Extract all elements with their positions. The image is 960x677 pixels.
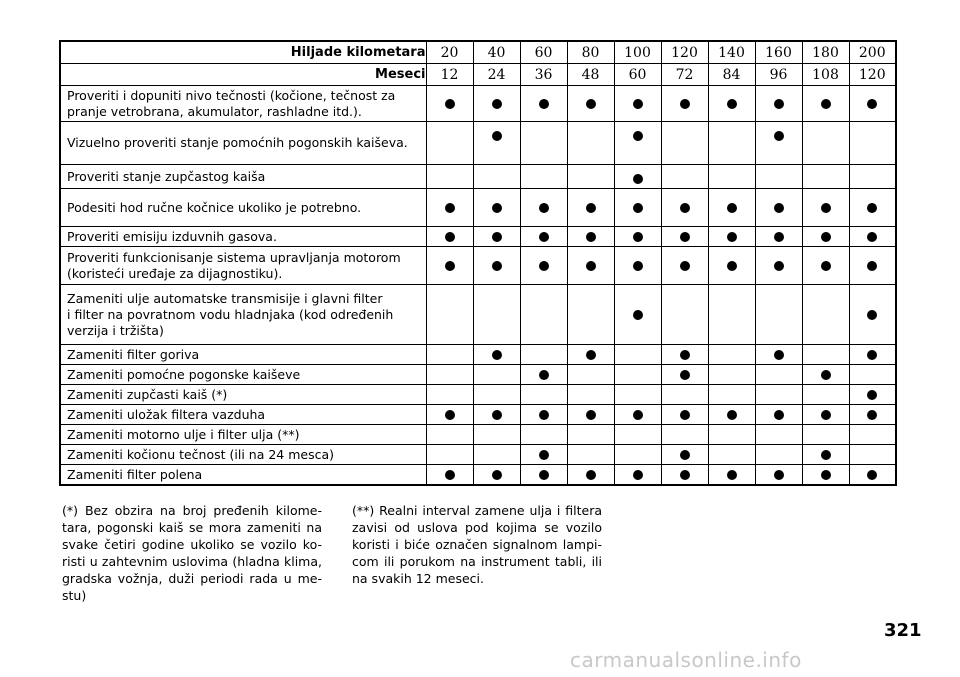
scheduled-dot-icon <box>821 99 831 109</box>
scheduled-dot-icon <box>867 310 877 320</box>
scheduled-dot-icon <box>680 410 690 420</box>
scheduled-dot-icon <box>821 261 831 271</box>
schedule-cell <box>567 165 614 189</box>
schedule-cell <box>520 86 567 122</box>
schedule-row <box>60 189 896 227</box>
scheduled-dot-icon <box>774 470 784 480</box>
month-interval-8: 108 <box>802 64 849 86</box>
schedule-cell <box>708 122 755 165</box>
scheduled-dot-icon <box>680 232 690 242</box>
schedule-cell <box>614 405 661 425</box>
schedule-cell <box>849 345 896 365</box>
schedule-cell <box>426 365 473 385</box>
schedule-cell <box>802 165 849 189</box>
scheduled-dot-icon <box>586 350 596 360</box>
scheduled-dot-icon <box>680 370 690 380</box>
schedule-cell <box>755 189 802 227</box>
schedule-row <box>60 445 896 465</box>
schedule-cell <box>426 465 473 486</box>
task-description-line: pranje vetrobrana, akumulator, rashladne itd.). <box>67 103 362 119</box>
footnote-double-asterisk: (**) Realni interval zamene ulja i filtera zavisi od uslova pod kojima se vozilo koristi i biće označen signalnom lampi-com ili porukom na instrument tabli, ili na svakih 12 meseci. <box>352 503 602 586</box>
schedule-cell <box>802 122 849 165</box>
months-label: Meseci <box>60 64 426 86</box>
task-description-line: Zameniti filter polena <box>67 466 203 482</box>
task-description <box>60 445 426 465</box>
schedule-cell <box>802 445 849 465</box>
task-description <box>60 385 426 405</box>
scheduled-dot-icon <box>774 203 784 213</box>
scheduled-dot-icon <box>492 261 502 271</box>
task-description-line: Vizuelno proveriti stanje pomoćnih pogonskih kaiševa. <box>67 135 408 150</box>
month-interval-9: 120 <box>849 64 896 86</box>
scheduled-dot-icon <box>492 232 502 242</box>
scheduled-dot-icon <box>539 410 549 420</box>
km-interval-8: 180 <box>802 41 849 64</box>
schedule-cell <box>708 165 755 189</box>
schedule-cell <box>614 122 661 165</box>
schedule-cell <box>802 385 849 405</box>
scheduled-dot-icon <box>539 203 549 213</box>
schedule-cell <box>426 425 473 445</box>
schedule-cell <box>661 122 708 165</box>
schedule-cell <box>567 189 614 227</box>
km-interval-5: 120 <box>661 41 708 64</box>
schedule-cell <box>661 425 708 445</box>
schedule-cell <box>849 285 896 345</box>
schedule-cell <box>708 285 755 345</box>
task-description <box>60 86 426 122</box>
schedule-cell <box>426 189 473 227</box>
scheduled-dot-icon <box>774 131 784 141</box>
month-interval-6: 84 <box>708 64 755 86</box>
schedule-row <box>60 425 896 445</box>
task-description-line: i filter na povratnom vodu hladnjaka (kod određenih <box>67 306 394 322</box>
scheduled-dot-icon <box>633 410 643 420</box>
schedule-cell <box>755 365 802 385</box>
km-interval-9: 200 <box>849 41 896 64</box>
header-row-months <box>60 64 896 86</box>
schedule-cell <box>614 285 661 345</box>
schedule-cell <box>473 86 520 122</box>
schedule-row <box>60 122 896 165</box>
scheduled-dot-icon <box>539 261 549 271</box>
task-description-line: Podesiti hod ručne kočnice ukoliko je potrebno. <box>67 199 362 215</box>
schedule-cell <box>614 165 661 189</box>
schedule-cell <box>567 445 614 465</box>
schedule-cell <box>708 365 755 385</box>
schedule-cell <box>567 405 614 425</box>
schedule-row <box>60 345 896 365</box>
month-interval-7: 96 <box>755 64 802 86</box>
schedule-cell <box>520 227 567 247</box>
schedule-row <box>60 385 896 405</box>
schedule-cell <box>473 445 520 465</box>
schedule-cell <box>755 165 802 189</box>
schedule-cell <box>426 86 473 122</box>
schedule-cell <box>473 165 520 189</box>
schedule-cell <box>567 285 614 345</box>
schedule-cell <box>802 365 849 385</box>
schedule-cell <box>520 405 567 425</box>
schedule-cell <box>849 189 896 227</box>
schedule-cell <box>849 445 896 465</box>
schedule-cell <box>426 247 473 285</box>
schedule-cell <box>567 227 614 247</box>
task-description-line: Zameniti ulje automatske transmisije i glavni filter <box>67 290 383 306</box>
schedule-cell <box>473 405 520 425</box>
schedule-row <box>60 465 896 486</box>
schedule-cell <box>614 465 661 486</box>
schedule-cell <box>520 165 567 189</box>
schedule-cell <box>614 247 661 285</box>
schedule-cell <box>520 465 567 486</box>
task-description-line: Zameniti uložak filtera vazduha <box>67 406 266 422</box>
scheduled-dot-icon <box>774 350 784 360</box>
schedule-cell <box>567 86 614 122</box>
scheduled-dot-icon <box>492 470 502 480</box>
task-description <box>60 227 426 247</box>
schedule-cell <box>520 285 567 345</box>
schedule-cell <box>755 227 802 247</box>
schedule-cell <box>567 122 614 165</box>
schedule-cell <box>849 227 896 247</box>
schedule-cell <box>567 385 614 405</box>
schedule-row <box>60 227 896 247</box>
schedule-cell <box>473 425 520 445</box>
task-description <box>60 189 426 227</box>
task-description <box>60 247 426 285</box>
schedule-cell <box>708 86 755 122</box>
scheduled-dot-icon <box>821 450 831 460</box>
schedule-cell <box>755 445 802 465</box>
schedule-cell <box>473 465 520 486</box>
schedule-cell <box>802 86 849 122</box>
schedule-cell <box>614 445 661 465</box>
schedule-cell <box>520 445 567 465</box>
schedule-cell <box>661 247 708 285</box>
schedule-row <box>60 165 896 189</box>
schedule-cell <box>708 465 755 486</box>
schedule-cell <box>473 189 520 227</box>
schedule-cell <box>802 425 849 445</box>
scheduled-dot-icon <box>680 450 690 460</box>
schedule-cell <box>614 227 661 247</box>
schedule-cell <box>614 425 661 445</box>
schedule-cell <box>567 247 614 285</box>
schedule-cell <box>849 122 896 165</box>
schedule-cell <box>473 285 520 345</box>
task-description-line: Proveriti i dopuniti nivo tečnosti (kočione, tečnost za <box>67 87 396 103</box>
km-interval-1: 40 <box>473 41 520 64</box>
schedule-cell <box>661 445 708 465</box>
schedule-cell <box>708 345 755 365</box>
schedule-cell <box>614 189 661 227</box>
kilometers-label: Hiljade kilometara <box>60 41 426 64</box>
schedule-cell <box>426 165 473 189</box>
schedule-cell <box>849 465 896 486</box>
scheduled-dot-icon <box>821 470 831 480</box>
scheduled-dot-icon <box>586 99 596 109</box>
footnote-single-asterisk: (*) Bez obzira na broj pređenih kilome-tara, pogonski kaiš se mora zameniti na svake četiri godine ukoliko se vozilo ko-risti u zahtevnim uslovima (hladna klima, gradska vožnja, duži periodi rada u me-stu) <box>62 503 322 603</box>
schedule-cell <box>520 425 567 445</box>
schedule-cell <box>661 345 708 365</box>
scheduled-dot-icon <box>586 410 596 420</box>
schedule-cell <box>708 405 755 425</box>
task-description <box>60 365 426 385</box>
schedule-cell <box>849 385 896 405</box>
schedule-cell <box>661 86 708 122</box>
km-interval-4: 100 <box>614 41 661 64</box>
schedule-cell <box>755 465 802 486</box>
task-description-line: Proveriti funkcionisanje sistema upravljanja motorom <box>67 249 401 265</box>
schedule-cell <box>426 405 473 425</box>
schedule-cell <box>661 365 708 385</box>
km-interval-0: 20 <box>426 41 473 64</box>
km-interval-7: 160 <box>755 41 802 64</box>
scheduled-dot-icon <box>633 131 643 141</box>
schedule-cell <box>520 385 567 405</box>
schedule-cell <box>426 345 473 365</box>
scheduled-dot-icon <box>492 131 502 141</box>
task-description-line: Zameniti motorno ulje i filter ulja (**) <box>67 426 300 442</box>
scheduled-dot-icon <box>539 470 549 480</box>
schedule-cell <box>708 425 755 445</box>
scheduled-dot-icon <box>633 470 643 480</box>
schedule-cell <box>661 405 708 425</box>
schedule-cell <box>520 345 567 365</box>
scheduled-dot-icon <box>539 232 549 242</box>
task-description-line: Zameniti zupčasti kaiš (*) <box>67 386 228 402</box>
task-description-line: Zameniti kočionu tečnost (ili na 24 mesca) <box>67 446 334 462</box>
schedule-cell <box>520 122 567 165</box>
schedule-cell <box>755 425 802 445</box>
scheduled-dot-icon <box>633 203 643 213</box>
scheduled-dot-icon <box>539 370 549 380</box>
scheduled-dot-icon <box>774 410 784 420</box>
schedule-cell <box>708 247 755 285</box>
schedule-cell <box>426 227 473 247</box>
schedule-cell <box>614 86 661 122</box>
schedule-row <box>60 365 896 385</box>
scheduled-dot-icon <box>445 470 455 480</box>
schedule-cell <box>614 345 661 365</box>
schedule-cell <box>849 405 896 425</box>
task-description-line: Zameniti filter goriva <box>67 346 200 362</box>
month-interval-4: 60 <box>614 64 661 86</box>
schedule-cell <box>473 385 520 405</box>
scheduled-dot-icon <box>727 203 737 213</box>
task-description-line: Zameniti pomoćne pogonske kaiševe <box>67 366 301 382</box>
schedule-cell <box>661 165 708 189</box>
schedule-cell <box>802 345 849 365</box>
scheduled-dot-icon <box>492 203 502 213</box>
schedule-cell <box>755 385 802 405</box>
month-interval-3: 48 <box>567 64 614 86</box>
schedule-cell <box>520 365 567 385</box>
schedule-cell <box>755 122 802 165</box>
km-interval-2: 60 <box>520 41 567 64</box>
scheduled-dot-icon <box>821 410 831 420</box>
scheduled-dot-icon <box>586 232 596 242</box>
page-number: 321 <box>884 620 922 641</box>
schedule-cell <box>426 285 473 345</box>
schedule-cell <box>520 247 567 285</box>
schedule-cell <box>708 227 755 247</box>
scheduled-dot-icon <box>680 99 690 109</box>
scheduled-dot-icon <box>680 203 690 213</box>
scheduled-dot-icon <box>821 370 831 380</box>
schedule-cell <box>661 227 708 247</box>
schedule-cell <box>849 365 896 385</box>
month-interval-0: 12 <box>426 64 473 86</box>
schedule-cell <box>802 405 849 425</box>
task-description <box>60 465 426 486</box>
schedule-cell <box>614 385 661 405</box>
scheduled-dot-icon <box>867 470 877 480</box>
scheduled-dot-icon <box>539 450 549 460</box>
schedule-cell <box>755 247 802 285</box>
scheduled-dot-icon <box>727 470 737 480</box>
scheduled-dot-icon <box>680 261 690 271</box>
scheduled-dot-icon <box>586 470 596 480</box>
watermark: carmanualsonline.info <box>570 648 802 672</box>
schedule-cell <box>802 227 849 247</box>
schedule-cell <box>567 425 614 445</box>
schedule-cell <box>755 345 802 365</box>
task-description-line: verzija i tržišta) <box>67 322 164 338</box>
scheduled-dot-icon <box>633 310 643 320</box>
schedule-cell <box>708 385 755 405</box>
schedule-cell <box>708 189 755 227</box>
scheduled-dot-icon <box>633 99 643 109</box>
scheduled-dot-icon <box>680 470 690 480</box>
scheduled-dot-icon <box>867 99 877 109</box>
schedule-cell <box>567 465 614 486</box>
task-description-line: (koristeći uređaje za dijagnostiku). <box>67 265 283 281</box>
schedule-cell <box>426 122 473 165</box>
task-description <box>60 425 426 445</box>
scheduled-dot-icon <box>774 232 784 242</box>
km-interval-6: 140 <box>708 41 755 64</box>
task-description-line: Proveriti stanje zupčastog kaiša <box>67 168 266 184</box>
scheduled-dot-icon <box>445 99 455 109</box>
schedule-cell <box>802 247 849 285</box>
scheduled-dot-icon <box>727 232 737 242</box>
schedule-cell <box>661 465 708 486</box>
scheduled-dot-icon <box>867 203 877 213</box>
scheduled-dot-icon <box>633 174 643 184</box>
task-description <box>60 285 426 345</box>
schedule-cell <box>661 189 708 227</box>
scheduled-dot-icon <box>727 410 737 420</box>
scheduled-dot-icon <box>586 203 596 213</box>
schedule-cell <box>614 365 661 385</box>
schedule-cell <box>755 285 802 345</box>
schedule-cell <box>473 365 520 385</box>
km-interval-3: 80 <box>567 41 614 64</box>
task-description <box>60 165 426 189</box>
schedule-cell <box>473 247 520 285</box>
schedule-cell <box>661 385 708 405</box>
task-description <box>60 345 426 365</box>
schedule-cell <box>849 165 896 189</box>
scheduled-dot-icon <box>727 261 737 271</box>
task-description <box>60 405 426 425</box>
schedule-cell <box>520 189 567 227</box>
schedule-cell <box>802 285 849 345</box>
scheduled-dot-icon <box>492 350 502 360</box>
schedule-row <box>60 285 896 345</box>
header-row-kilometers <box>60 41 896 64</box>
schedule-cell <box>849 86 896 122</box>
schedule-cell <box>802 465 849 486</box>
schedule-cell <box>708 445 755 465</box>
schedule-cell <box>849 247 896 285</box>
schedule-cell <box>426 445 473 465</box>
month-interval-5: 72 <box>661 64 708 86</box>
scheduled-dot-icon <box>492 99 502 109</box>
schedule-cell <box>473 122 520 165</box>
scheduled-dot-icon <box>774 261 784 271</box>
schedule-row <box>60 405 896 425</box>
scheduled-dot-icon <box>445 410 455 420</box>
scheduled-dot-icon <box>445 203 455 213</box>
schedule-cell <box>567 365 614 385</box>
scheduled-dot-icon <box>727 99 737 109</box>
schedule-cell <box>426 385 473 405</box>
schedule-row <box>60 86 896 122</box>
scheduled-dot-icon <box>774 99 784 109</box>
schedule-cell <box>755 405 802 425</box>
schedule-cell <box>755 86 802 122</box>
schedule-cell <box>567 345 614 365</box>
schedule-cell <box>473 227 520 247</box>
scheduled-dot-icon <box>633 232 643 242</box>
month-interval-2: 36 <box>520 64 567 86</box>
schedule-cell <box>661 285 708 345</box>
schedule-cell <box>473 345 520 365</box>
scheduled-dot-icon <box>867 390 877 400</box>
maintenance-schedule-table <box>59 40 897 486</box>
scheduled-dot-icon <box>445 261 455 271</box>
scheduled-dot-icon <box>867 410 877 420</box>
schedule-cell <box>802 189 849 227</box>
scheduled-dot-icon <box>492 410 502 420</box>
scheduled-dot-icon <box>821 203 831 213</box>
scheduled-dot-icon <box>445 232 455 242</box>
month-interval-1: 24 <box>473 64 520 86</box>
scheduled-dot-icon <box>821 232 831 242</box>
scheduled-dot-icon <box>539 99 549 109</box>
schedule-cell <box>849 425 896 445</box>
task-description-line: Proveriti emisiju izduvnih gasova. <box>67 228 277 244</box>
task-description <box>60 122 426 165</box>
scheduled-dot-icon <box>633 261 643 271</box>
scheduled-dot-icon <box>867 232 877 242</box>
scheduled-dot-icon <box>867 261 877 271</box>
schedule-row <box>60 247 896 285</box>
scheduled-dot-icon <box>586 261 596 271</box>
scheduled-dot-icon <box>867 350 877 360</box>
scheduled-dot-icon <box>680 350 690 360</box>
